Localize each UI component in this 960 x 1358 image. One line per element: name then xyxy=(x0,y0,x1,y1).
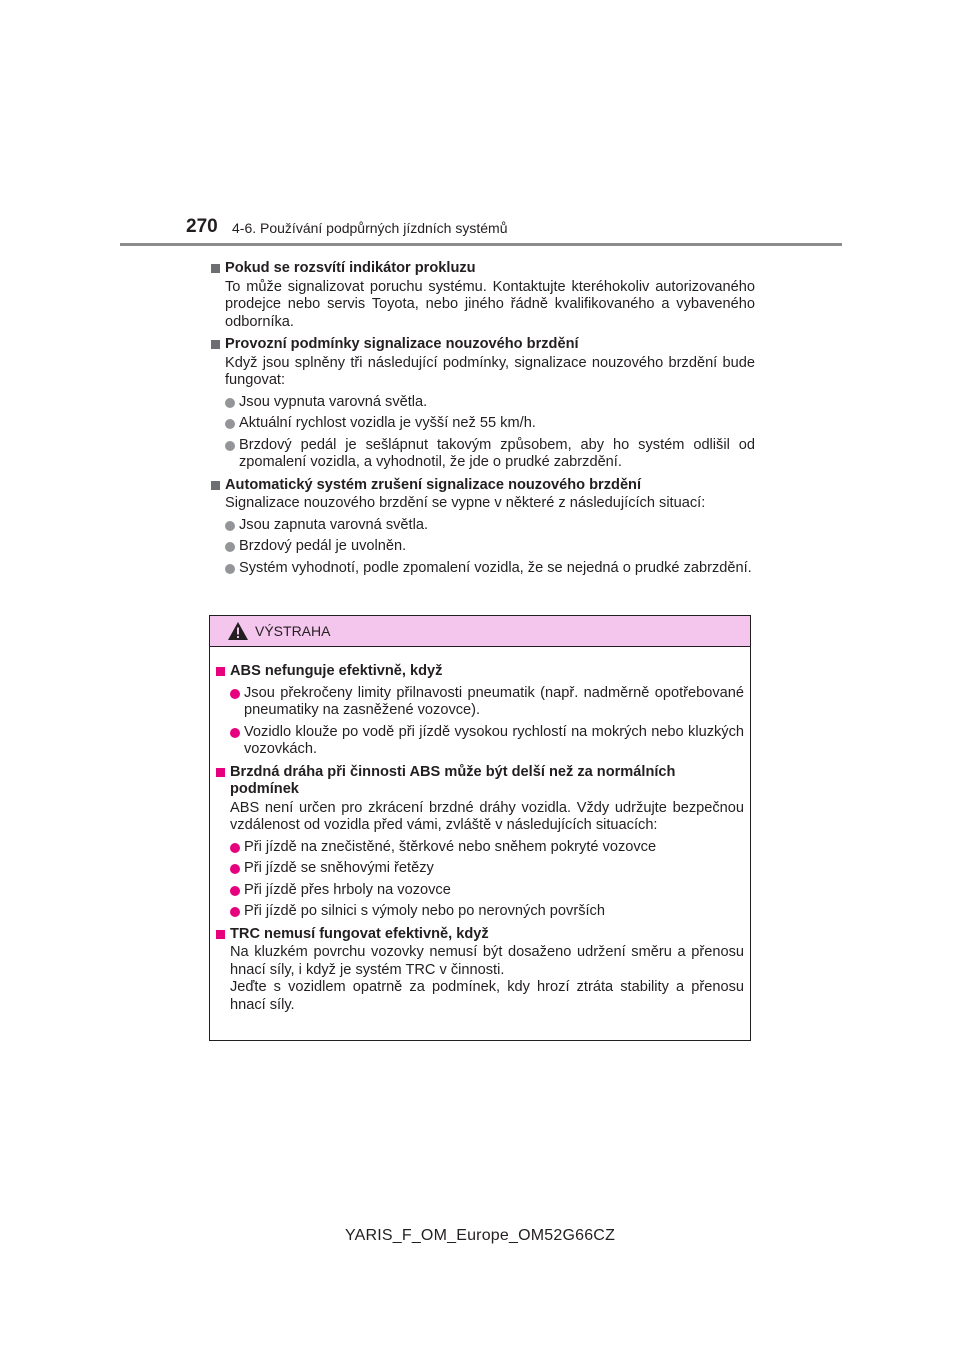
warning-title: VÝSTRAHA xyxy=(255,623,331,639)
warning-heading: Brzdná dráha při činnosti ABS může být delší než za normálních podmínek xyxy=(215,764,744,799)
section-slip-indicator xyxy=(210,260,755,331)
section-emergency-brake-signal-conditions xyxy=(210,336,755,472)
warning-box xyxy=(209,615,751,1041)
warning-triangle-icon xyxy=(227,621,249,641)
section-text: Signalizace nouzového brzdění se vypne v některé z následujících situací: xyxy=(225,495,706,511)
list-item: Brzdový pedál je uvolněn. xyxy=(210,538,755,556)
list-item: Jsou překročeny limity přilnavosti pneumatik (např. nadměrně opotřebované pneumatiky na zasněžené vozovce). xyxy=(215,685,744,720)
main-content xyxy=(210,255,755,577)
list-item: Při jízdě přes hrboly na vozovce xyxy=(215,882,744,900)
footer-document-code: YARIS_F_OM_Europe_OM52G66CZ xyxy=(344,1227,616,1244)
warning-heading: ABS nefunguje efektivně, když xyxy=(215,663,744,681)
list-item: Při jízdě se sněhovými řetězy xyxy=(215,860,744,878)
warning-text: ABS není určen pro zkrácení brzdné dráhy vozidla. Vždy udržujte bezpečnou vzdálenost od vozidla před vámi, zvláště v následujících situacích: xyxy=(230,799,744,833)
section-heading: Automatický systém zrušení signalizace nouzového brzdění xyxy=(210,477,755,495)
list-item: Systém vyhodnotí, podle zpomalení vozidla, že se nejedná o prudké zabrzdění. xyxy=(210,560,755,578)
list-item: Jsou zapnuta varovná světla. xyxy=(210,517,755,535)
list-item: Jsou vypnuta varovná světla. xyxy=(210,394,755,412)
warning-text: Na kluzkém povrchu vozovky nemusí být dosaženo udržení směru a přenosu hnací síly, i když je systém TRC v činnosti. xyxy=(230,944,744,978)
list-item: Při jízdě po silnici s výmoly nebo po nerovných površích xyxy=(215,903,744,921)
warning-heading: TRC nemusí fungovat efektivně, když xyxy=(215,926,744,944)
warning-header xyxy=(210,616,750,647)
section-title: 4-6. Používání podpůrných jízdních systémů xyxy=(232,220,508,236)
section-text: Když jsou splněny tři následující podmínky, signalizace nouzového brzdění bude fungovat: xyxy=(225,354,755,388)
warning-body xyxy=(210,647,750,1014)
section-emergency-brake-signal-cancel xyxy=(210,477,755,578)
section-heading: Pokud se rozsvítí indikátor prokluzu xyxy=(210,260,755,278)
warning-text: Jeďte s vozidlem opatrně za podmínek, kdy hrozí ztráta stability a přenosu hnací síly. xyxy=(230,979,744,1013)
section-text: To může signalizovat poruchu systému. Kontaktujte kteréhokoliv autorizovaného prodejce nebo servis Toyota, nebo jiného řádně kvalifikovaného a vybaveného odborníka. xyxy=(225,278,755,330)
page-number: 270 xyxy=(186,216,218,237)
list-item: Při jízdě na znečistěné, štěrkové nebo sněhem pokryté vozovce xyxy=(215,839,744,857)
list-item: Aktuální rychlost vozidla je vyšší než 55 km/h. xyxy=(210,415,755,433)
section-heading: Provozní podmínky signalizace nouzového brzdění xyxy=(210,336,755,354)
list-item: Vozidlo klouže po vodě při jízdě vysokou rychlostí na mokrých nebo kluzkých vozovkách. xyxy=(215,724,744,759)
list-item: Brzdový pedál je sešlápnut takovým způsobem, aby ho systém odlišil od zpomalení vozidla, a vyhodnotil, že jde o prudké zabrzdění. xyxy=(210,437,755,472)
header-divider xyxy=(120,243,842,246)
